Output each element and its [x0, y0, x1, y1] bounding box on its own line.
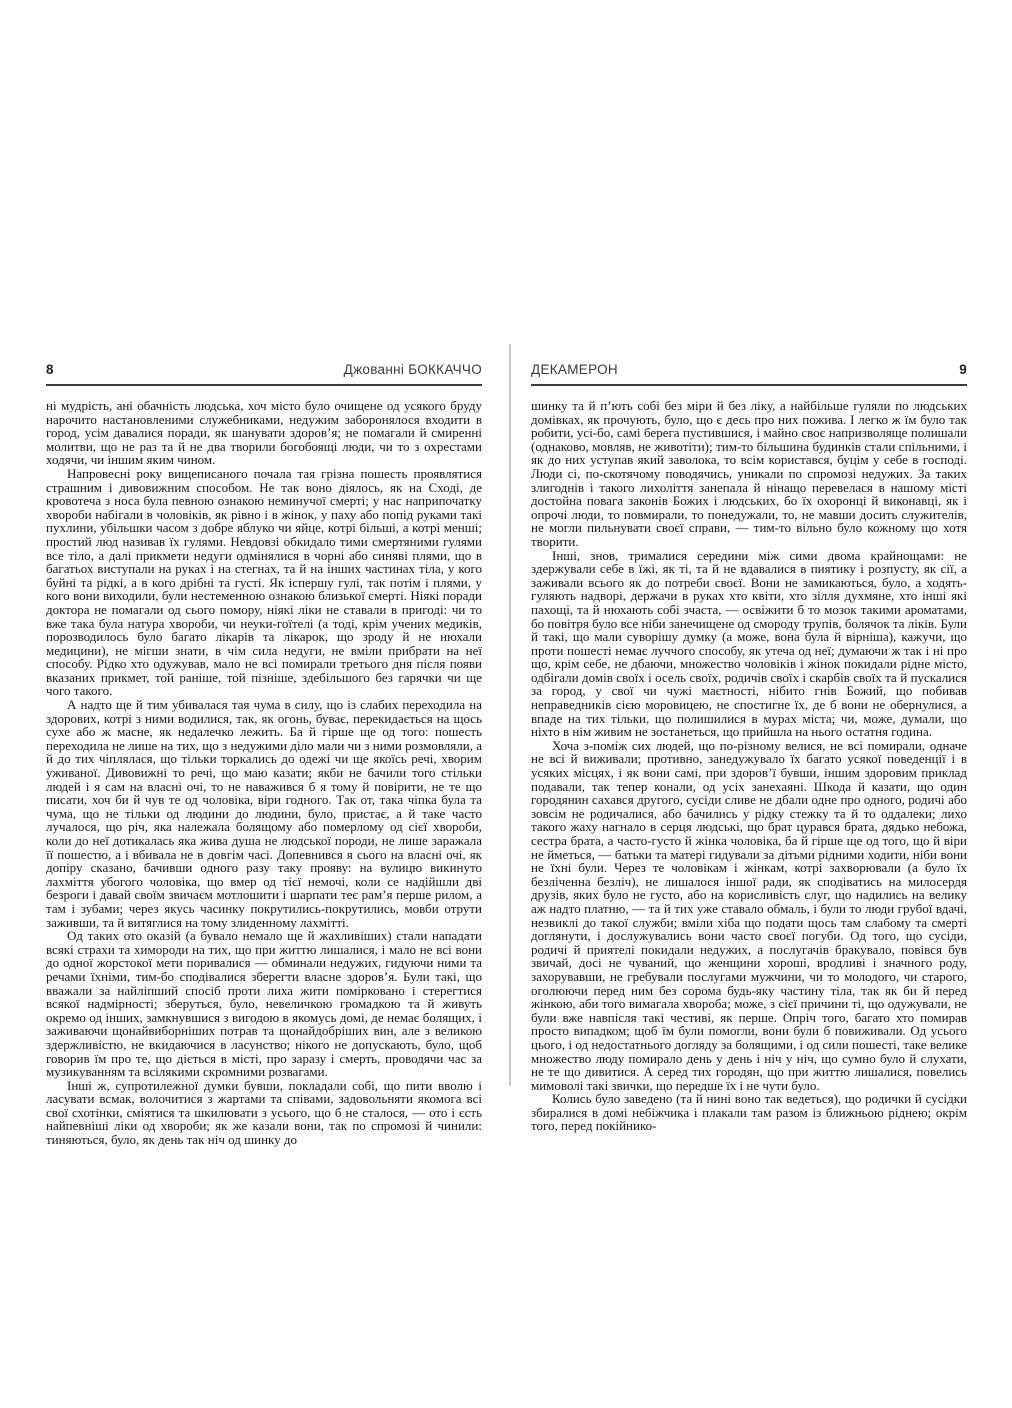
body-paragraph: Од таких ото оказій (а бувало немало ще й жахливіших) стали нападати всякі страхи та химороди на тих, що при життю лишалися, і мало не всі вони до одної жорстокої мети поривалися — обминали недужих, гидуючи ними та речами їхніми, тим-бо сподівалися зберегти власне здоров’я. Були такі, що вважали за найліпший спосіб проти лиха жити помірковано і стерегтися всякої надмірності; зберуться, було, невеличкою громадкою та й живуть окремо од інших, замкнувшися з вигодою в якомусь домі, де немає болящих, і заживаючи щонайвиборніших потрав та щонайдобріших вин, але з великою здержливістю, не вкидаючися в ласунство; нікого не допускають, було, щоб говорив їм про те, що діється в місті, про заразу і смерть, проводячи час за музикуванням та всілякими скромними розвагами.	[46, 928, 482, 1080]
body-paragraph: Хоча з-поміж сих людей, що по-різному велися, не всі помирали, одначе не всі й виживали; противно, занедужувало їх багато усякої поведенції і в усяких місцях, і як вони самі, при здоров’ї бувши, іншим здоровим приклад подавали, так тепер конали, од усіх занехаяні. Шкода й казати, що один городянин сахався другого, сусіди сливе не дбали одне про одного, родичі або зовсім не родичалися, або бачились у рідку стежку та й то оддалеки; лихо такого жаху нагнало в серця людські, що брат цурався брата, дядько небожа, сестра брата, а часто-густо й жінка чоловіка, ба й гірше ще од того, що й віри не йметься, — батьки та матері гидували за дітьми рідними ходити, ніби вони не їхні були. Через те чоловікам і жінкам, котрі захворювали (а було їх безліченна безліч), не лишалося іншої ради, як сподіватись на милосердя друзів, яких було не густо, або на корисливість слуг, що надились на велику аж надто платню, — та й тих уже ставало обмаль, і були то люди грубої вдачі, незвиклі до такої служби; вміли хіба що подати щось там слабому та смерті доглянути, і дослужувались вони часто своєї погуби. Од того, що сусіди, родичі й приятелі покидали недужих, а послугачів бракувало, повівся був звичай, досі не чуваний, що женщини хороші, вродливі і значного роду, захорувавши, не гребували послугами мужчини, чи то молодого, чи старого, оголюючи перед ним без сорома будь-яку частину тіла, так як би й перед жінкою, аби того вимагала хвороба; може, з сієї причини ті, що одужували, не були вже навпісля такі честиві, як перше. Опріч того, багато хто помирав просто випадком; щоб їм були помогли, вони були б повиживали. Од усього цього, і од недостатнього догляду за болящими, і од сили пошесті, таке велике множество люду помирало день у день і ніч у ніч, що сумно було й слухати, не те що дивитися. А серед тих городян, що при життю лишалися, повелись мимоволі такі звички, що передше їх і не чути було.	[531, 737, 967, 1093]
body-paragraph: Інші ж, супротилежної думки бувши, покладали собі, що пити вволю і ласувати всмак, волочитися з жартами та співами, задовольняти якомога всі свої схотінки, сміятися та шкилювати з усього, що б не сталося, — ото і єсть найпевніші ліки од хвороби; як же казали вони, так по спромозі й чинили: тиняються, було, як день так ніч од шинку до	[46, 1077, 482, 1148]
body-paragraph: Напровесні року вищеписаного почала тая грізна пошесть проявлятися страшним і дивовижним способом. Не так воно діялось, як на Сході, де кровотеча з носа була певною ознакою неминучої смерті; у нас наприпочатку хвороби набігали в чоловіків, як рівно і в жінок, у паху або попід руками такі пухлини, убільшки часом з добре яблуко чи яйце, котрі більші, а котрі менші; простий люд називав їх гулями. Невдовзі обкидало тими смертяними гулями все тіло, а далі прикмети недуги одмінялися в чорні або синяві плями, що в багатьох виступали на руках і на стегнах, та й на інших частинах тіла, у кого буйні та рідкі, а в кого дрібні та густі. Як іспершу гулі, так потім і плями, у кого вони виходили, були нестеменною ознакою близької смерті. Ніякі поради доктора не помагали од сього помору, ніякі ліки не ставали в пригоді: чи то вже така була натура хвороби, чи неуки-гоїтелі (а тоді, крім учених медиків, порозводилось було багато лікарів та лікарок, що зроду й не нюхали медицини), не мігши знати, в чім сила недуги, не вміли прибрати на неї способу. Рідко хто одужував, мало не всі помирали третього дня після появи вказаних прикмет, той раніше, той пізніше, здебільшого без гарячки чи ще чого такого.	[46, 465, 482, 699]
body-paragraph: Колись було заведено (та й нині воно так ведеться), що родички й сусідки збиралися в домі небіжчика і плакали там разом із ближньою ріднею; окрім того, перед покійнико-	[531, 1091, 967, 1134]
body-paragraph: Інші, знов, трималися середини між сими двома крайнощами: не здержували себе в їжі, як ті, та й не вдавалися в пиятику і розпусту, як сії, а заживали всього як до потреби своєї. Вони не замикаються, було, а ходять-гуляють надворі, держачи в руках хто квіти, хто зілля духмяне, хто інші які пахощі, та й нюхають собі зчаста, — освіжити б то мозок такими ароматами, бо повітря було все ніби занечищене од смороду трупів, болячок та ліків. Були й такі, що мали суворішу думку (а може, вона була й вірніша), кажучи, що проти пошесті немає луччого способу, як утеча од неї; думаючи ж так і ні про що, крім себе, не дбаючи, множество чоловіків і жінок покидали рідне місто, одбігали домів своїх і осель своїх, родичів своїх і скарбів своїх та й пускалися за город, у свої чи чужі маєтності, нібито гнів Божий, що побивав неправедників сією моровицею, не спостигне їх, де б вони не обернулися, а впаде на тих тільки, що полишилися в мурах міста; чи, може, думали, що ніхто в нім живим не зостанеться, що прийшла на нього остатня година.	[531, 547, 967, 740]
body-paragraph: шинку та й п’ють собі без міри й без ліку, а найбільше гуляли по людських домівках, як прочують, було, що є десь про них пожива. І легко ж їм було так робити, усі-бо, самі берега пустившися, і майно своє напризволяще полишали (однаково, мовляв, не животіти); тим-то більшина будинків стали спільними, і як до них уступав який заволока, то всім користався, буцім у себе в господі. Люди сі, по-скотячому поводячись, уникали по спромозі недужих. За таких злигоднів і такого лихоліття занепала й нінащо перевелася в нашому місті достойна повага законів Божих і людських, бо їх охоронці й виконавці, як і опрочі люди, то повмирали, то понедужали, то, не мавши досить служителів, не могли пильнувати своєї справи, — тим-то вільно було кожному що хотя творити.	[531, 398, 967, 549]
running-header-author: Джованні БОККАЧЧО	[343, 362, 482, 377]
page-right	[531, 362, 967, 1133]
page-number-right: 9	[959, 362, 967, 377]
body-paragraph: А надто ще й тим убивалася тая чума в силу, що із слабих переходила на здорових, котрі з ними водилися, так, як огонь, буває, перекидається на щось сухе або ж масне, як недалечко лежить. Ба й гірше ще од того: пошесть переходила не лише на тих, що з недужими діло мали чи з ними розмовляли, а й до тих чіплялася, що тільки торкались до одежі чи ще якоїсь речі, хворим уживаної. Дивовижні то речі, що маю казати; якби не бачили того стільки людей і я сам на власні очі, то не наважився б я тому й повірити, не те що писати, хоч би й чув те од чоловіка, віри годного. Так от, така чіпка була та чума, що не тільки од людини до людини, було, пристає, а й таке часто лучалося, що річ, яка належала болящому або померлому од сієї хвороби, коли до неї дотикалась яка жива душа не людської породи, не лише заражала її пошестю, а і вбивала не в довгім часі. Допевнився я сього на власні очі, як допіру сказано, бачивши одного разу таку прояву: на вулицю викинуто лахміття убогого чоловіка, що вмер од тієї немочі, коли се надійшли дві безроги і давай своїм звичаєм мотлошити і шарпати теє рам’я перше рилом, а там і зубами; через якусь часинку покрутились-покрутились, мовби отрути заживши, та й витяглися на тому злиденному лахмітті.	[46, 697, 482, 930]
page-number-left: 8	[46, 362, 54, 377]
page-left	[46, 362, 482, 1147]
running-header-title: ДЕКАМЕРОН	[531, 362, 618, 377]
body-paragraph: ні мудрість, ані обачність людська, хоч місто було очищене од усякого бруду нарочито настановленими служебниками, недужим заборонялося входити в город, усім давалися поради, як шанувати здоров’я; не помагали й смиренні молитви, що не раз та й не два творили богобоящі люди, чи то з охрестами ходячи, чи іншим яким чином.	[46, 398, 482, 468]
page-right-header	[531, 362, 967, 386]
page-left-body	[46, 399, 482, 1147]
page-left-header	[46, 362, 482, 386]
page-gutter-divider	[509, 344, 511, 1086]
page-right-body	[531, 399, 967, 1133]
